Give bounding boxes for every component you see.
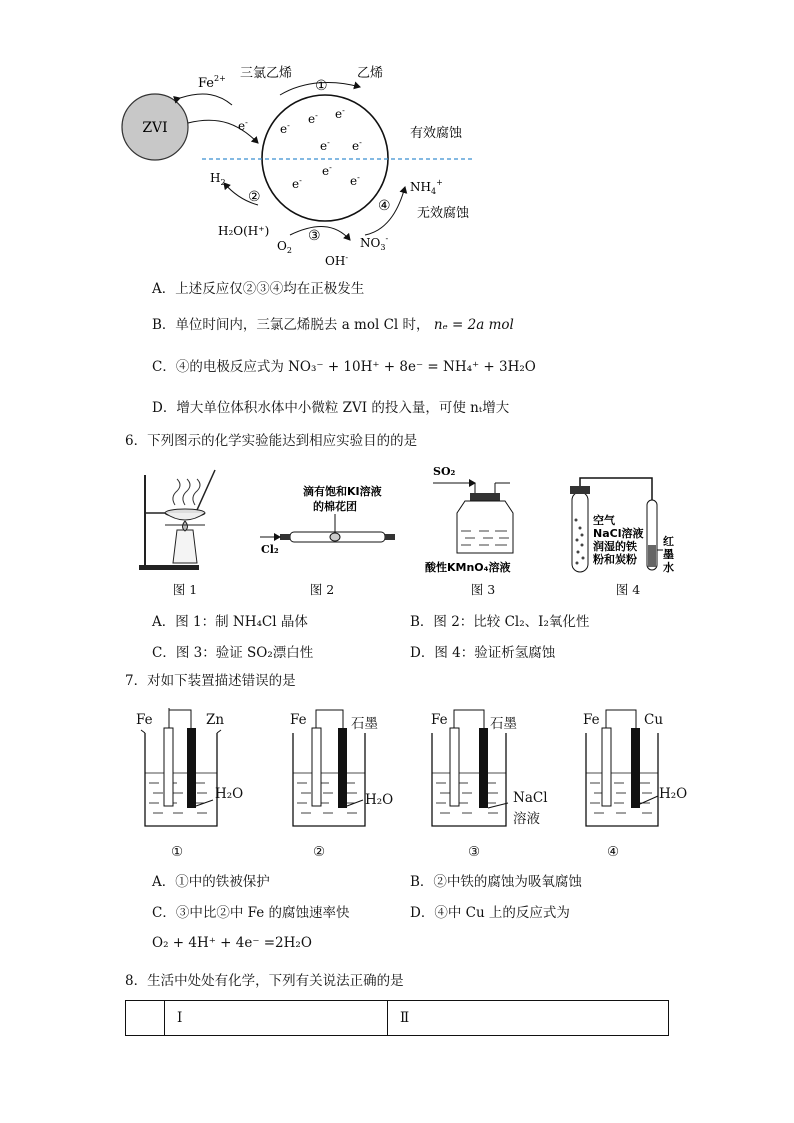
- label-effective-corrosion: 有效腐蚀: [410, 126, 463, 141]
- svg-text:NO3-: $NO_3^-$: [360, 234, 389, 252]
- figure-2-caption: 图 2: [309, 582, 335, 597]
- q7-option-d: D．④中 Cu 上的反应式为: [410, 905, 570, 921]
- svg-text:e-: e-: [320, 138, 330, 153]
- svg-text:O2: $O_2$: [277, 239, 292, 255]
- q6-stem: 6．下列图示的化学实验能达到相应实验目的的是: [125, 433, 418, 449]
- q6-option-d: D．图 4：验证析氢腐蚀: [410, 645, 556, 661]
- q5-option-b-formula: nₑ = 2a mol: [433, 317, 514, 333]
- product-ethylene: 乙烯: [357, 66, 384, 81]
- figure-2-label-line2: 的棉花团: [313, 500, 357, 513]
- figure-4-corrosion-apparatus: [560, 470, 690, 578]
- svg-text:e-: e-: [238, 118, 248, 133]
- q5-option-d: D．增大单位体积水体中小微粒 ZVI 的投入量，可使 nₜ增大: [152, 400, 510, 416]
- svg-text:Fe2+: $Fe^{2+}$: [198, 74, 226, 91]
- svg-text:e-: e-: [308, 111, 318, 126]
- svg-text:②: ②: [248, 189, 261, 205]
- q7-cell-4: Fe Cu H₂O ④: [580, 708, 700, 863]
- q8-stem: 8．生活中处处有化学，下列有关说法正确的是: [125, 973, 404, 989]
- svg-text:e-: e-: [292, 176, 302, 191]
- figure-2-label-line1: 滴有饱和KI溶液: [303, 485, 382, 498]
- zvi-label: ZVI: [142, 120, 168, 136]
- q6-option-c: C．图 3：验证 SO₂漂白性: [152, 645, 314, 661]
- figure-3-caption: 图 3: [470, 582, 496, 597]
- q6-option-a: A．图 1：制 NH₄Cl 晶体: [152, 614, 308, 630]
- q7-stem: 7．对如下装置描述错误的是: [125, 673, 296, 689]
- iron-surface-circle: [262, 95, 388, 221]
- svg-text:NH4+: $NH_4^+$: [410, 178, 443, 196]
- q5-option-b: B．单位时间内，三氯乙烯脱去 a mol Cl 时， nₑ = 2a mol: [152, 317, 514, 333]
- table-header-cell: Ⅰ: [165, 1001, 388, 1036]
- q6-option-b: B．图 2：比较 Cl₂、I₂氧化性: [410, 614, 590, 630]
- label-ineffective-corrosion: 无效腐蚀: [417, 206, 470, 221]
- svg-text:墨: 墨: [663, 548, 674, 561]
- svg-text:红: 红: [663, 535, 674, 548]
- svg-text:OH-: OH-: [325, 253, 349, 268]
- svg-text:酸性KMnO₄溶液: 酸性KMnO₄溶液: [425, 561, 511, 574]
- q5-option-d-tail: nₜ增大: [470, 400, 510, 416]
- figure-3-washing-bottle: [425, 463, 545, 578]
- figure-1-caption: 图 1: [172, 582, 198, 597]
- svg-text:H₂O(H⁺): H₂O(H⁺): [218, 224, 270, 238]
- figure-2-tube-apparatus: [255, 480, 405, 560]
- svg-text:SO₂: SO₂: [433, 465, 456, 478]
- svg-text:e-: e-: [352, 138, 362, 153]
- svg-text:①: ①: [315, 78, 328, 94]
- svg-text:润湿的铁: 润湿的铁: [593, 540, 637, 553]
- q7-cell-1: Fe Zn H₂O ①: [133, 708, 253, 863]
- svg-text:③: ③: [308, 228, 321, 244]
- q7-option-c: C．③中比②中 Fe 的腐蚀速率快: [152, 905, 350, 921]
- q5-option-a: A．上述反应仅②③④均在正极发生: [152, 281, 365, 297]
- figure-4-caption: 图 4: [615, 582, 641, 597]
- svg-text:H2: $H_2$: [210, 171, 226, 187]
- svg-text:e-: e-: [335, 106, 345, 121]
- q7-option-a: A．①中的铁被保护: [152, 874, 270, 890]
- q7-option-b: B．②中铁的腐蚀为吸氧腐蚀: [410, 874, 582, 890]
- reactant-trichloroethylene: 三氯乙烯: [240, 66, 293, 81]
- svg-text:e-: e-: [322, 163, 332, 178]
- q5-option-c: C．④的电极反应式为 NO₃⁻ + 10H⁺ + 8e⁻ = NH₄⁺ + 3H₂O: [152, 359, 536, 375]
- svg-text:e-: e-: [350, 173, 360, 188]
- svg-text:粉和炭粉: 粉和炭粉: [593, 553, 637, 566]
- corrosion-diagram: [120, 55, 500, 270]
- figure-1-heating-apparatus: [135, 465, 230, 575]
- q7-option-d-equation: O₂ + 4H⁺ + 4e⁻ =2H₂O: [152, 935, 312, 951]
- svg-text:④: ④: [378, 198, 391, 214]
- q7-cell-2: Fe 石墨 H₂O ②: [285, 708, 405, 863]
- svg-text:Cl₂: Cl₂: [261, 543, 279, 556]
- svg-text:NaCl溶液: NaCl溶液: [593, 527, 644, 540]
- svg-text:空气: 空气: [593, 514, 615, 527]
- table-header-cell: Ⅱ: [388, 1001, 669, 1036]
- q8-table: [125, 1000, 669, 1036]
- svg-text:e-: e-: [280, 121, 290, 136]
- svg-text:水: 水: [663, 561, 674, 574]
- table-header-cell: [126, 1001, 165, 1036]
- table-row: [126, 1001, 669, 1036]
- q7-cell-3: Fe 石墨 NaCl 溶液 ③: [428, 708, 558, 863]
